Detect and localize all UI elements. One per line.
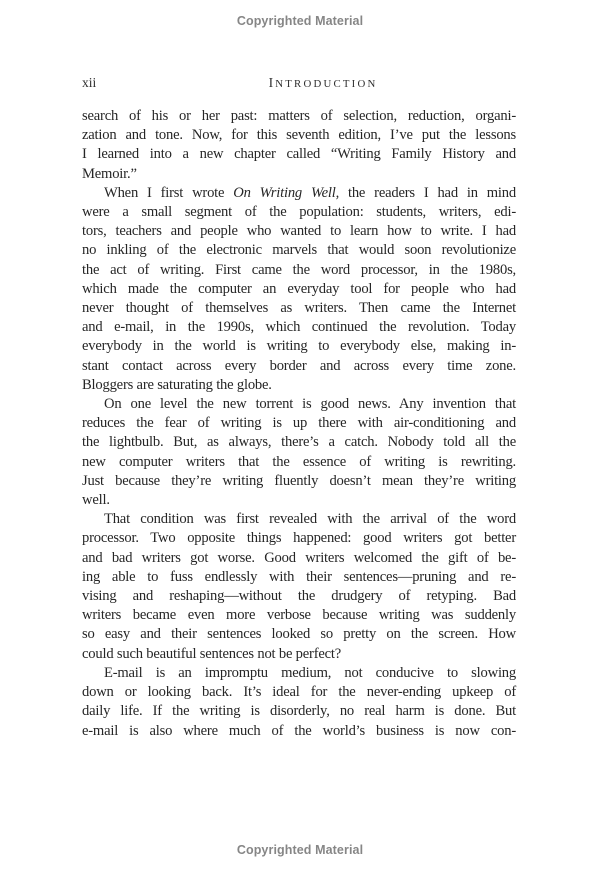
text-line: so easy and their sentences looked so pretty on the screen. How bbox=[82, 626, 516, 643]
text-line bbox=[82, 184, 516, 203]
text-line: daily life. If the writing is disorderly, no real harm is done. But bbox=[82, 703, 516, 720]
text-line: never thought of themselves as writers. Then came the Internet bbox=[82, 300, 516, 317]
text-line: zation and tone. Now, for this seventh edition, I’ve put the lessons bbox=[82, 127, 516, 144]
paragraph-2 bbox=[82, 184, 516, 395]
text-line: new computer writers that the essence of writing is rewriting. bbox=[82, 453, 516, 470]
page-number: xii bbox=[82, 75, 97, 90]
text-line: tors, teachers and people who wanted to learn how to write. I had bbox=[82, 223, 516, 240]
text-line: ing able to fuss endlessly with their sentences—pruning and re- bbox=[82, 568, 516, 585]
text-line: e-mail is also where much of the world’s business is now con- bbox=[82, 722, 516, 739]
text-line: That condition was first revealed with the arrival of the word bbox=[104, 511, 516, 528]
paragraph-3 bbox=[82, 395, 516, 510]
text-line: On one level the new torrent is good news. Any invention that bbox=[104, 396, 516, 413]
text-line: and bad writers got worse. Good writers welcomed the gift of be- bbox=[82, 549, 516, 566]
text-line: stant contact across every border and across every time zone. bbox=[82, 357, 516, 374]
running-head-initial: I bbox=[268, 75, 276, 90]
text-line: Just because they’re writing fluently doesn’t mean they’re writing bbox=[82, 472, 516, 489]
text-line: could such beautiful sentences not be perfect? bbox=[82, 645, 342, 662]
text-line: down or looking back. It’s ideal for the never-ending upkeep of bbox=[82, 684, 516, 701]
text-line: which made the computer an everyday tool for people who had bbox=[82, 280, 516, 297]
text-line: processor. Two opposite things happened: good writers got better bbox=[82, 530, 516, 547]
copyright-banner-top: Copyrighted Material bbox=[236, 14, 364, 28]
text-line: were a small segment of the population: students, writers, edi- bbox=[82, 204, 516, 221]
text-line: the act of writing. First came the word processor, in the 1980s, bbox=[82, 261, 516, 278]
text-line: Memoir.” bbox=[82, 165, 137, 182]
text-line: no inkling of the electronic marvels that would soon revolutionize bbox=[82, 242, 516, 259]
text-segment: When I first wrote bbox=[104, 184, 234, 201]
text-line: vising and reshaping—without the drudgery of retyping. Bad bbox=[82, 588, 516, 605]
copyright-banner-bottom: Copyrighted Material bbox=[236, 843, 364, 857]
text-line: well. bbox=[82, 492, 110, 509]
paragraph-5 bbox=[82, 664, 516, 741]
text-line: writers became even more verbose because writing was suddenly bbox=[82, 607, 516, 624]
text-line: Bloggers are saturating the globe. bbox=[82, 376, 272, 393]
paragraph-4 bbox=[82, 510, 516, 664]
text-line: everybody in the world is writing to everybody else, making in- bbox=[82, 338, 516, 355]
running-head-title bbox=[106, 74, 540, 92]
book-title-italic: On Writing Well, bbox=[233, 184, 340, 201]
text-line: reduces the fear of writing is up there with air-conditioning and bbox=[82, 415, 516, 432]
running-header bbox=[82, 74, 516, 92]
text-line: I learned into a new chapter called “Writing Family History and bbox=[82, 146, 516, 163]
text-line: E-mail is an impromptu medium, not conducive to slowing bbox=[104, 664, 516, 681]
text-line: the lightbulb. But, as always, there’s a catch. Nobody told all the bbox=[82, 434, 516, 451]
running-head-smallcaps: NTRODUCTION bbox=[275, 78, 378, 90]
text-line: and e-mail, in the 1990s, which continued the revolution. Today bbox=[82, 319, 516, 336]
text-line: search of his or her past: matters of selection, reduction, organi- bbox=[82, 108, 516, 124]
paragraph-1 bbox=[82, 107, 516, 184]
body-text bbox=[82, 107, 516, 741]
text-segment: the readers I had in mind bbox=[339, 184, 516, 201]
